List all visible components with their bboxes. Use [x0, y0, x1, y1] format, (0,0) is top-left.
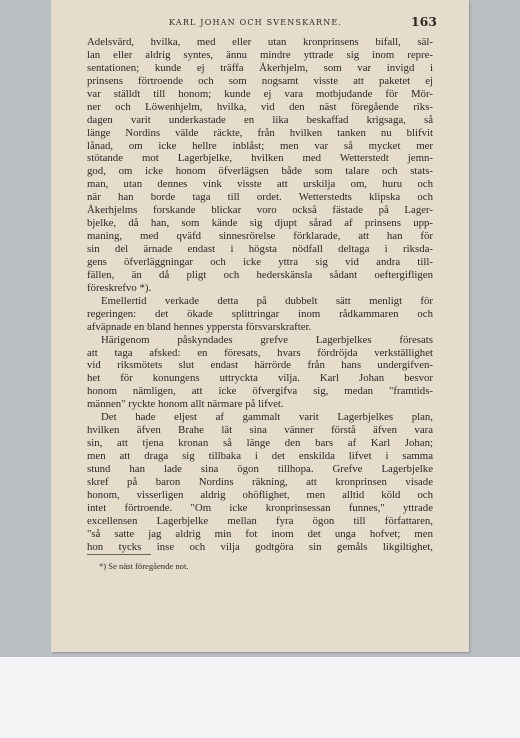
text-line: sin, att tjena kronan så länge den bars af Karl Johan; [87, 437, 433, 450]
text-line: prinsens förtroende och som nogsamt visste att paketet ej [87, 74, 433, 87]
background-band [0, 657, 520, 738]
book-page [51, 0, 469, 652]
text-line: ner och Löwenhjelm, hvilka, vid den näst föregående riks- [87, 100, 433, 113]
text-line: afväpnade en bland hennes yppersta försvarskrafter. [87, 320, 312, 333]
text-line: intet förtroende. "Om icke kronprinsessan funnes," yttrade [87, 501, 433, 514]
text-line: regeringen: det ökade splittringar inom rådkammaren och [87, 307, 433, 320]
text-line: maning, med qväfd sinnesrörelse förklarade, att han för [87, 230, 433, 243]
text-line: att taga afsked: en föresats, hvars fördröjda verkställighet [87, 346, 433, 359]
text-line: excellensen Lagerbjelke mellan fyra ögon till författaren, [87, 514, 433, 527]
text-line: stötande mot Lagerbjelke, hvilken med Wetterstedt jemn- [87, 152, 433, 165]
text-line: Härigenom påskyndades grefve Lagerbjelkes föresats [101, 333, 433, 346]
text-line: het för konungens uttryckta vilja. Karl Johan besvor [87, 372, 433, 385]
text-line: lånad, om icke hellre inblåst; men var så mycket mer [87, 139, 433, 152]
text-line: man, utan dennes vink visste att urskilja om, huru och [87, 178, 433, 191]
text-line: fällen, än då pligt och hederskänsla sådant oeftergifligen [87, 268, 433, 281]
running-title: KARL JOHAN OCH SVENSKARNE. [169, 18, 343, 27]
text-line: men att draga sig tillbaka i det enskilda lifvet i samma [87, 450, 433, 462]
text-line: dagen varit underkastade en lika beskaffad krigsaga, så [87, 113, 433, 126]
text-line: skref på baron Nordins räkning, att kronprinsen visade [87, 475, 433, 488]
text-line: honom, visserligen aldrig ohöflighet, men alltid köld och [87, 488, 433, 501]
text-line: när han borde taga till ordet. Wetterstedts klipska och [87, 191, 433, 204]
text-line: sin del ärnade endast i högsta nödfall deltaga i riksda- [87, 243, 433, 255]
body-text [87, 36, 433, 554]
page-header [85, 14, 437, 30]
page-number: 163 [410, 14, 437, 29]
text-line: Emellertid verkade detta på dubbelt sätt menligt för [101, 294, 433, 307]
footnote-rule [87, 554, 151, 555]
text-line: sentationen; kunde ej träffa Åkerhjelm, som var invigd i [87, 61, 433, 74]
text-line: lan eller aldrig syntes, ännu mindre yttrade sig inom repre- [87, 48, 433, 61]
text-line: "så satte jag aldrig min fot inom det unga hofvet; men [87, 527, 433, 540]
text-line: stund han lade sina ögon tillhopa. Grefve Lagerbjelke [87, 462, 433, 475]
text-line: bjelke, då han, som kände sig djupt sårad af prinsens upp- [87, 217, 433, 230]
text-line: männen" ryckte honom allt närmare på lifvet. [87, 398, 284, 411]
text-line: Det hade eljest af gammalt varit Lagerbjelkes plan, [101, 411, 433, 424]
text-line: Adelsvärd, hvilka, med eller utan kronprinsens bifall, säl- [87, 36, 433, 48]
text-line: Åkerhjelms forskande blickar voro också fästade på Lager- [87, 204, 433, 217]
text-line: god, om icke honom öfverlägsen både som talare och stats- [87, 165, 433, 178]
text-line: hvilken äfven Brahe lät sina vänner förstå äfven vara [87, 424, 433, 437]
text-line: gens öfverläggningar och icke yttra sig vid andra till- [87, 255, 433, 268]
footnote: *) Se näst föregående not. [99, 561, 189, 571]
text-line: länge Nordins välde räckte, från hvilken tanken nu blifvit [87, 126, 433, 139]
text-line: honom nämligen, att icke öfvergifva sig, medan "framtids- [87, 385, 433, 398]
text-line: vid riksmötets slut endast härrörde från hans undergifven- [87, 359, 433, 372]
text-line: var ställdt till honom; kunde ej vara motbjudande för Mör- [87, 87, 433, 100]
text-line: föreskrefvo *). [87, 281, 152, 294]
text-line: hon tycks inse och vilja godtgöra sin gemåls likgiltighet, [87, 540, 433, 553]
